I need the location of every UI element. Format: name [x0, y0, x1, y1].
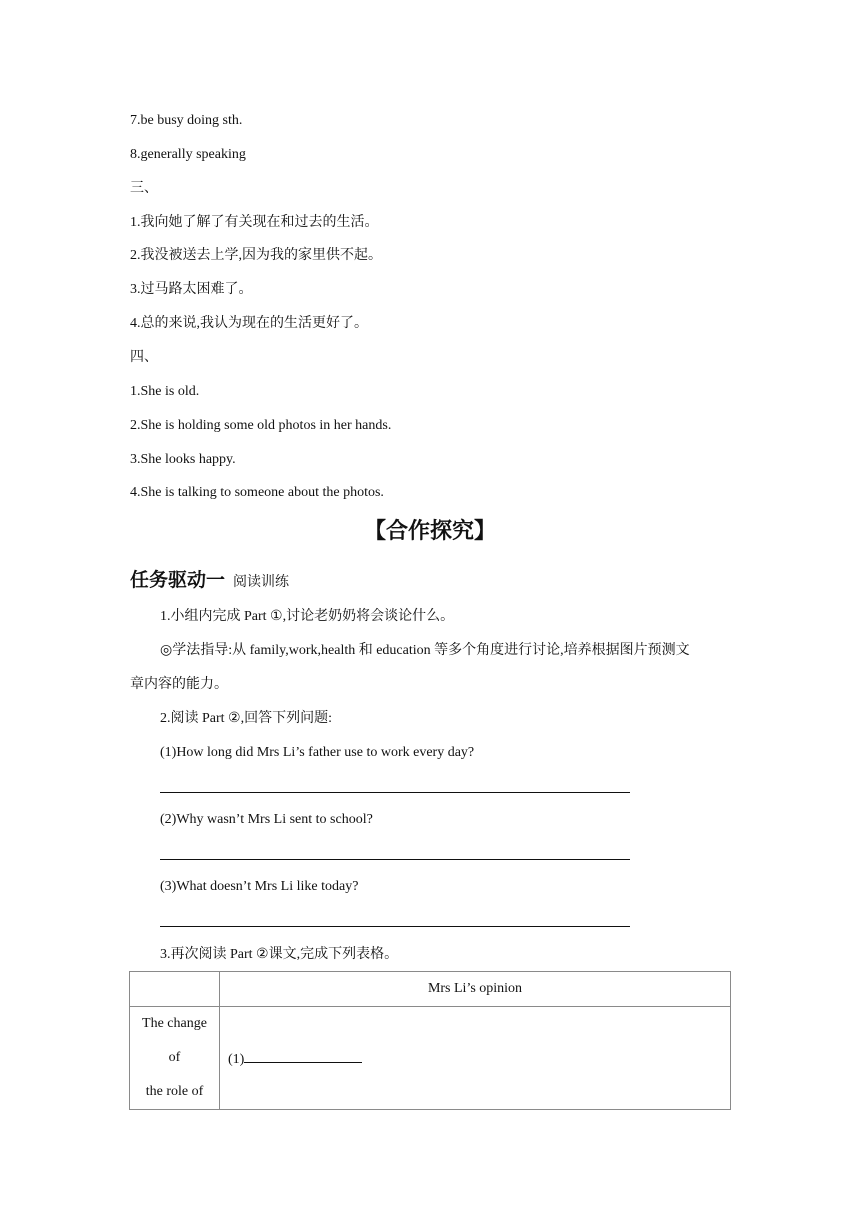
task1-subtitle: 阅读训练 — [233, 575, 290, 590]
row-label-line-3: the role of — [145, 1084, 204, 1099]
answer-line-1[interactable] — [160, 792, 630, 793]
row-label-cell — [130, 1007, 220, 1110]
answer-line-2[interactable] — [160, 859, 630, 860]
study-tip-line2: 章内容的能力。 — [130, 677, 228, 692]
part3-item-4: 4.总的来说,我认为现在的生活更好了。 — [130, 316, 368, 331]
answer-line-3[interactable] — [160, 926, 630, 927]
cooperation-title: 【合作探究】 — [363, 519, 496, 544]
part4-heading: 四、 — [130, 350, 158, 365]
task1-heading — [130, 565, 289, 592]
answer-1-label: (1) — [228, 1052, 245, 1067]
phrase-8: 8.generally speaking — [130, 147, 246, 162]
question-3: (3)What doesn’t Mrs Li like today? — [160, 879, 359, 894]
answer-1-blank[interactable] — [244, 1048, 362, 1063]
table-header-empty — [130, 972, 220, 1007]
row-label-line-1: The change — [142, 1016, 207, 1031]
part4-item-4: 4.She is talking to someone about the photos. — [130, 485, 384, 500]
task1-step1: 1.小组内完成 Part ①,讨论老奶奶将会谈论什么。 — [160, 609, 455, 624]
opinion-answer-cell — [220, 1007, 731, 1110]
table-header-row — [130, 972, 731, 1007]
question-2: (2)Why wasn’t Mrs Li sent to school? — [160, 812, 373, 827]
part4-item-2: 2.She is holding some old photos in her hands. — [130, 418, 392, 433]
question-1: (1)How long did Mrs Li’s father use to work every day? — [160, 745, 475, 760]
part4-item-3: 3.She looks happy. — [130, 452, 236, 467]
table-header-opinion: Mrs Li’s opinion — [220, 972, 731, 1007]
row-label-line-2: of — [168, 1050, 181, 1065]
part3-heading: 三、 — [130, 181, 158, 196]
task1-step3: 3.再次阅读 Part ②课文,完成下列表格。 — [160, 947, 399, 962]
part4-item-1: 1.She is old. — [130, 384, 200, 399]
part3-item-1: 1.我向她了解了有关现在和过去的生活。 — [130, 215, 379, 230]
table-row — [130, 1007, 731, 1110]
part3-item-3: 3.过马路太困难了。 — [130, 282, 253, 297]
phrase-7: 7.be busy doing sth. — [130, 113, 243, 128]
part3-item-2: 2.我没被送去上学,因为我的家里供不起。 — [130, 248, 382, 263]
task1-step2: 2.阅读 Part ②,回答下列问题: — [160, 711, 332, 726]
opinion-table — [129, 971, 731, 1110]
task1-title: 任务驱动一 — [130, 569, 226, 591]
study-tip-line1: ◎学法指导:从 family,work,health 和 education 等多个角度进行讨论,培养根据图片预测文 — [160, 643, 690, 658]
